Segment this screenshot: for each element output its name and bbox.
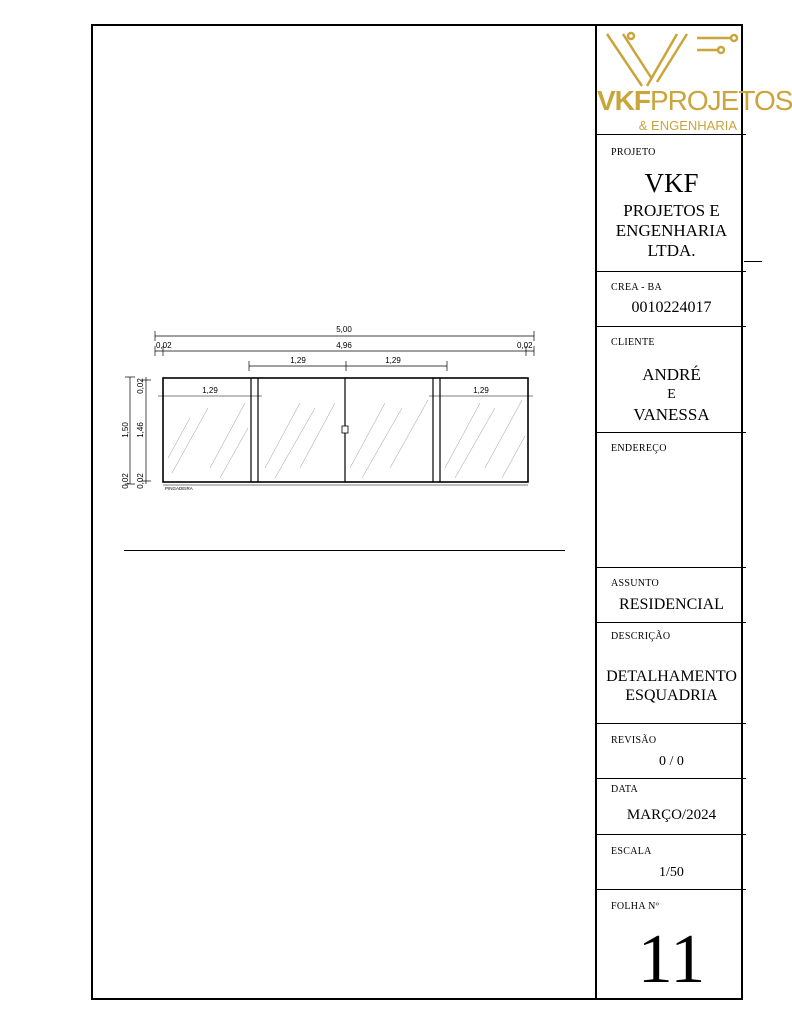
dim-panel-right-label: 1,29 <box>473 386 489 395</box>
escala-cell <box>597 835 746 890</box>
logo-subtitle: & ENGENHARIA <box>638 118 737 133</box>
logo-cell <box>597 24 792 135</box>
projeto-line3: LTDA. <box>647 241 696 260</box>
cliente-label: CLIENTE <box>611 337 655 348</box>
sill-label: PINGADEIRA <box>165 486 193 491</box>
glass-hatch <box>168 400 525 478</box>
descricao-line2: ESQUADRIA <box>625 687 718 704</box>
dim-total-label: 5,00 <box>336 325 352 334</box>
dim-door-right-label: 1,29 <box>385 356 401 365</box>
data-label: DATA <box>611 784 639 795</box>
revisao-label: REVISÃO <box>611 735 657 746</box>
projeto-title: VKF <box>644 168 699 198</box>
folha-cell <box>597 890 746 998</box>
data-cell <box>597 779 746 835</box>
elevation-svg <box>110 318 550 498</box>
title-block <box>595 24 792 1000</box>
logo-icon <box>597 24 746 94</box>
dim-door-left-label: 1,29 <box>290 356 306 365</box>
window-elevation-drawing <box>110 318 550 503</box>
dim-height-total-label: 1,50 <box>121 422 130 438</box>
cliente-line1: ANDRÉ <box>642 365 701 384</box>
projeto-line1: PROJETOS E <box>623 201 720 220</box>
escala-label: ESCALA <box>611 846 652 857</box>
door-handle <box>342 426 348 433</box>
dim-height-bottom-b-label: 0,02 <box>136 473 145 489</box>
dim-left-label: 0,02 <box>156 341 172 350</box>
projeto-label: PROJETO <box>611 147 656 158</box>
endereco-label: ENDEREÇO <box>611 443 667 454</box>
dim-height-inner-label: 1,46 <box>136 422 145 438</box>
descricao-cell <box>597 623 746 724</box>
sheet-edge-mark <box>744 261 762 262</box>
folha-value: 11 <box>637 921 706 998</box>
dim-right-label: 0,02 <box>517 341 533 350</box>
crea-value: 0010224017 <box>631 299 712 316</box>
dim-panel-left-label: 1,29 <box>202 386 218 395</box>
cliente-cell <box>597 327 746 433</box>
endereco-cell <box>597 433 746 568</box>
dim-height-top-label: 0,02 <box>136 378 145 394</box>
revisao-value: 0 / 0 <box>659 754 684 769</box>
descricao-label: DESCRIÇÃO <box>611 631 671 642</box>
logo-wordmark: VKFPROJETOS <box>597 85 792 116</box>
escala-value: 1/50 <box>659 865 684 880</box>
dim-height-bottom-a-label: 0,02 <box>121 473 130 489</box>
data-value: MARÇO/2024 <box>626 807 717 823</box>
folha-label: FOLHA Nº <box>611 901 660 912</box>
crea-label: CREA - BA <box>611 282 663 293</box>
crea-cell <box>597 272 746 327</box>
projeto-line2: ENGENHARIA <box>615 221 728 240</box>
cliente-line2: E <box>667 387 676 402</box>
assunto-label: ASSUNTO <box>611 578 660 589</box>
dim-middle-label: 4,96 <box>336 341 352 350</box>
descricao-line1: DETALHAMENTO <box>606 668 737 685</box>
separator-line <box>124 550 565 551</box>
assunto-value: RESIDENCIAL <box>619 596 724 613</box>
assunto-cell <box>597 568 746 623</box>
projeto-cell <box>597 135 746 272</box>
cliente-line3: VANESSA <box>633 405 710 424</box>
revisao-cell <box>597 724 746 779</box>
